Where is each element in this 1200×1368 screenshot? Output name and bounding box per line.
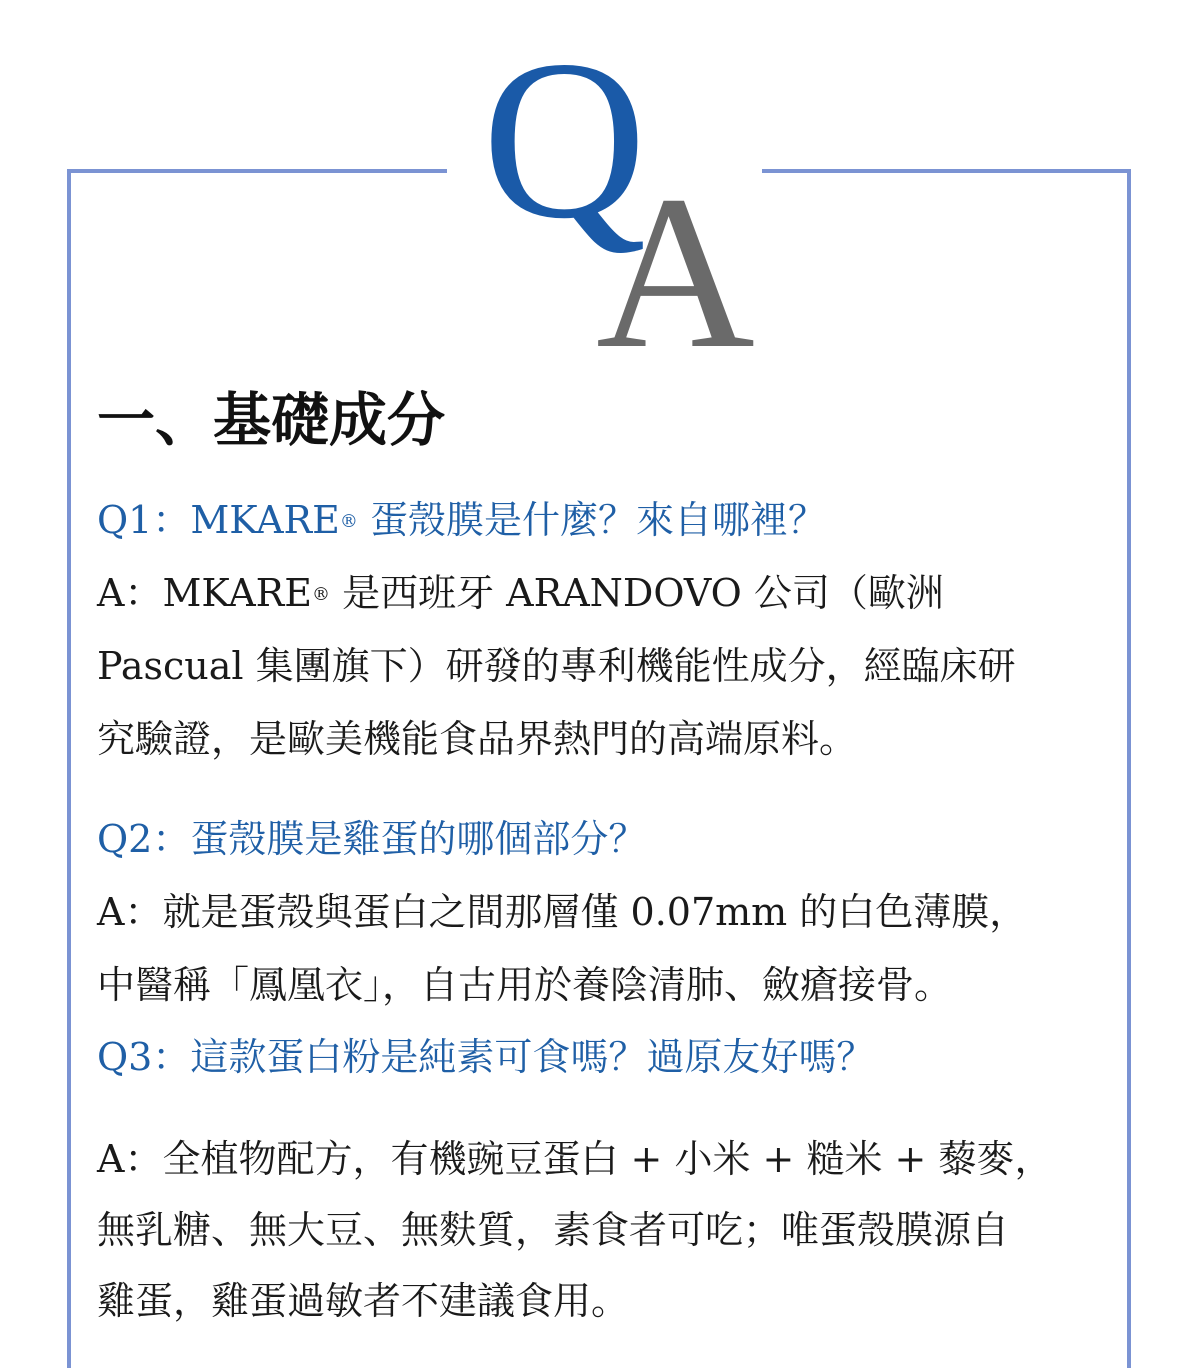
- q3-answer-line-2: 無乳糖、無大豆、無麩質，素食者可吃；唯蛋殼膜源自: [97, 1208, 1010, 1252]
- q3-answer-line-1: A：全植物配方，有機豌豆蛋白 + 小米 + 糙米 + 藜麥，: [97, 1137, 1053, 1181]
- q1-answer-suffix: 是西班牙 ARANDOVO 公司（歐洲: [330, 571, 944, 615]
- q2-answer-line-1: A：就是蛋殼與蛋白之間那層僅 0.07mm 的白色薄膜，: [97, 890, 1028, 934]
- q1-answer-prefix: A：MKARE: [97, 571, 312, 615]
- frame-right-border: [1127, 169, 1131, 1368]
- qa-logo-a: A: [596, 150, 755, 394]
- q1-answer-line-1: [97, 570, 944, 616]
- frame-left-border: [67, 169, 71, 1368]
- q1-question-registered-mark: ®: [339, 511, 358, 532]
- q2-answer-line-2: 中醫稱「鳳凰衣」，自古用於養陰清肺、斂瘡接骨。: [97, 963, 953, 1007]
- q1-answer-registered-mark: ®: [312, 584, 330, 605]
- section-title: 一、基礎成分: [97, 386, 446, 454]
- q1-question: [97, 497, 826, 543]
- frame-top-right-border: [762, 169, 1131, 173]
- q1-question-suffix: 蛋殼膜是什麼？來自哪裡？: [357, 498, 826, 542]
- q3-question: Q3：這款蛋白粉是純素可食嗎？過原友好嗎？: [97, 1035, 875, 1079]
- q1-answer-line-2: Pascual 集團旗下）研發的專利機能性成分，經臨床研: [97, 644, 1016, 688]
- q1-answer-line-3: 究驗證，是歐美機能食品界熱門的高端原料。: [97, 717, 858, 761]
- q2-question: Q2：蛋殼膜是雞蛋的哪個部分？: [97, 817, 647, 861]
- q3-answer-line-3: 雞蛋，雞蛋過敏者不建議食用。: [97, 1279, 630, 1323]
- frame-top-left-border: [67, 169, 447, 173]
- q1-question-prefix: Q1：MKARE: [97, 498, 340, 542]
- qa-logo-q: Q: [482, 14, 647, 266]
